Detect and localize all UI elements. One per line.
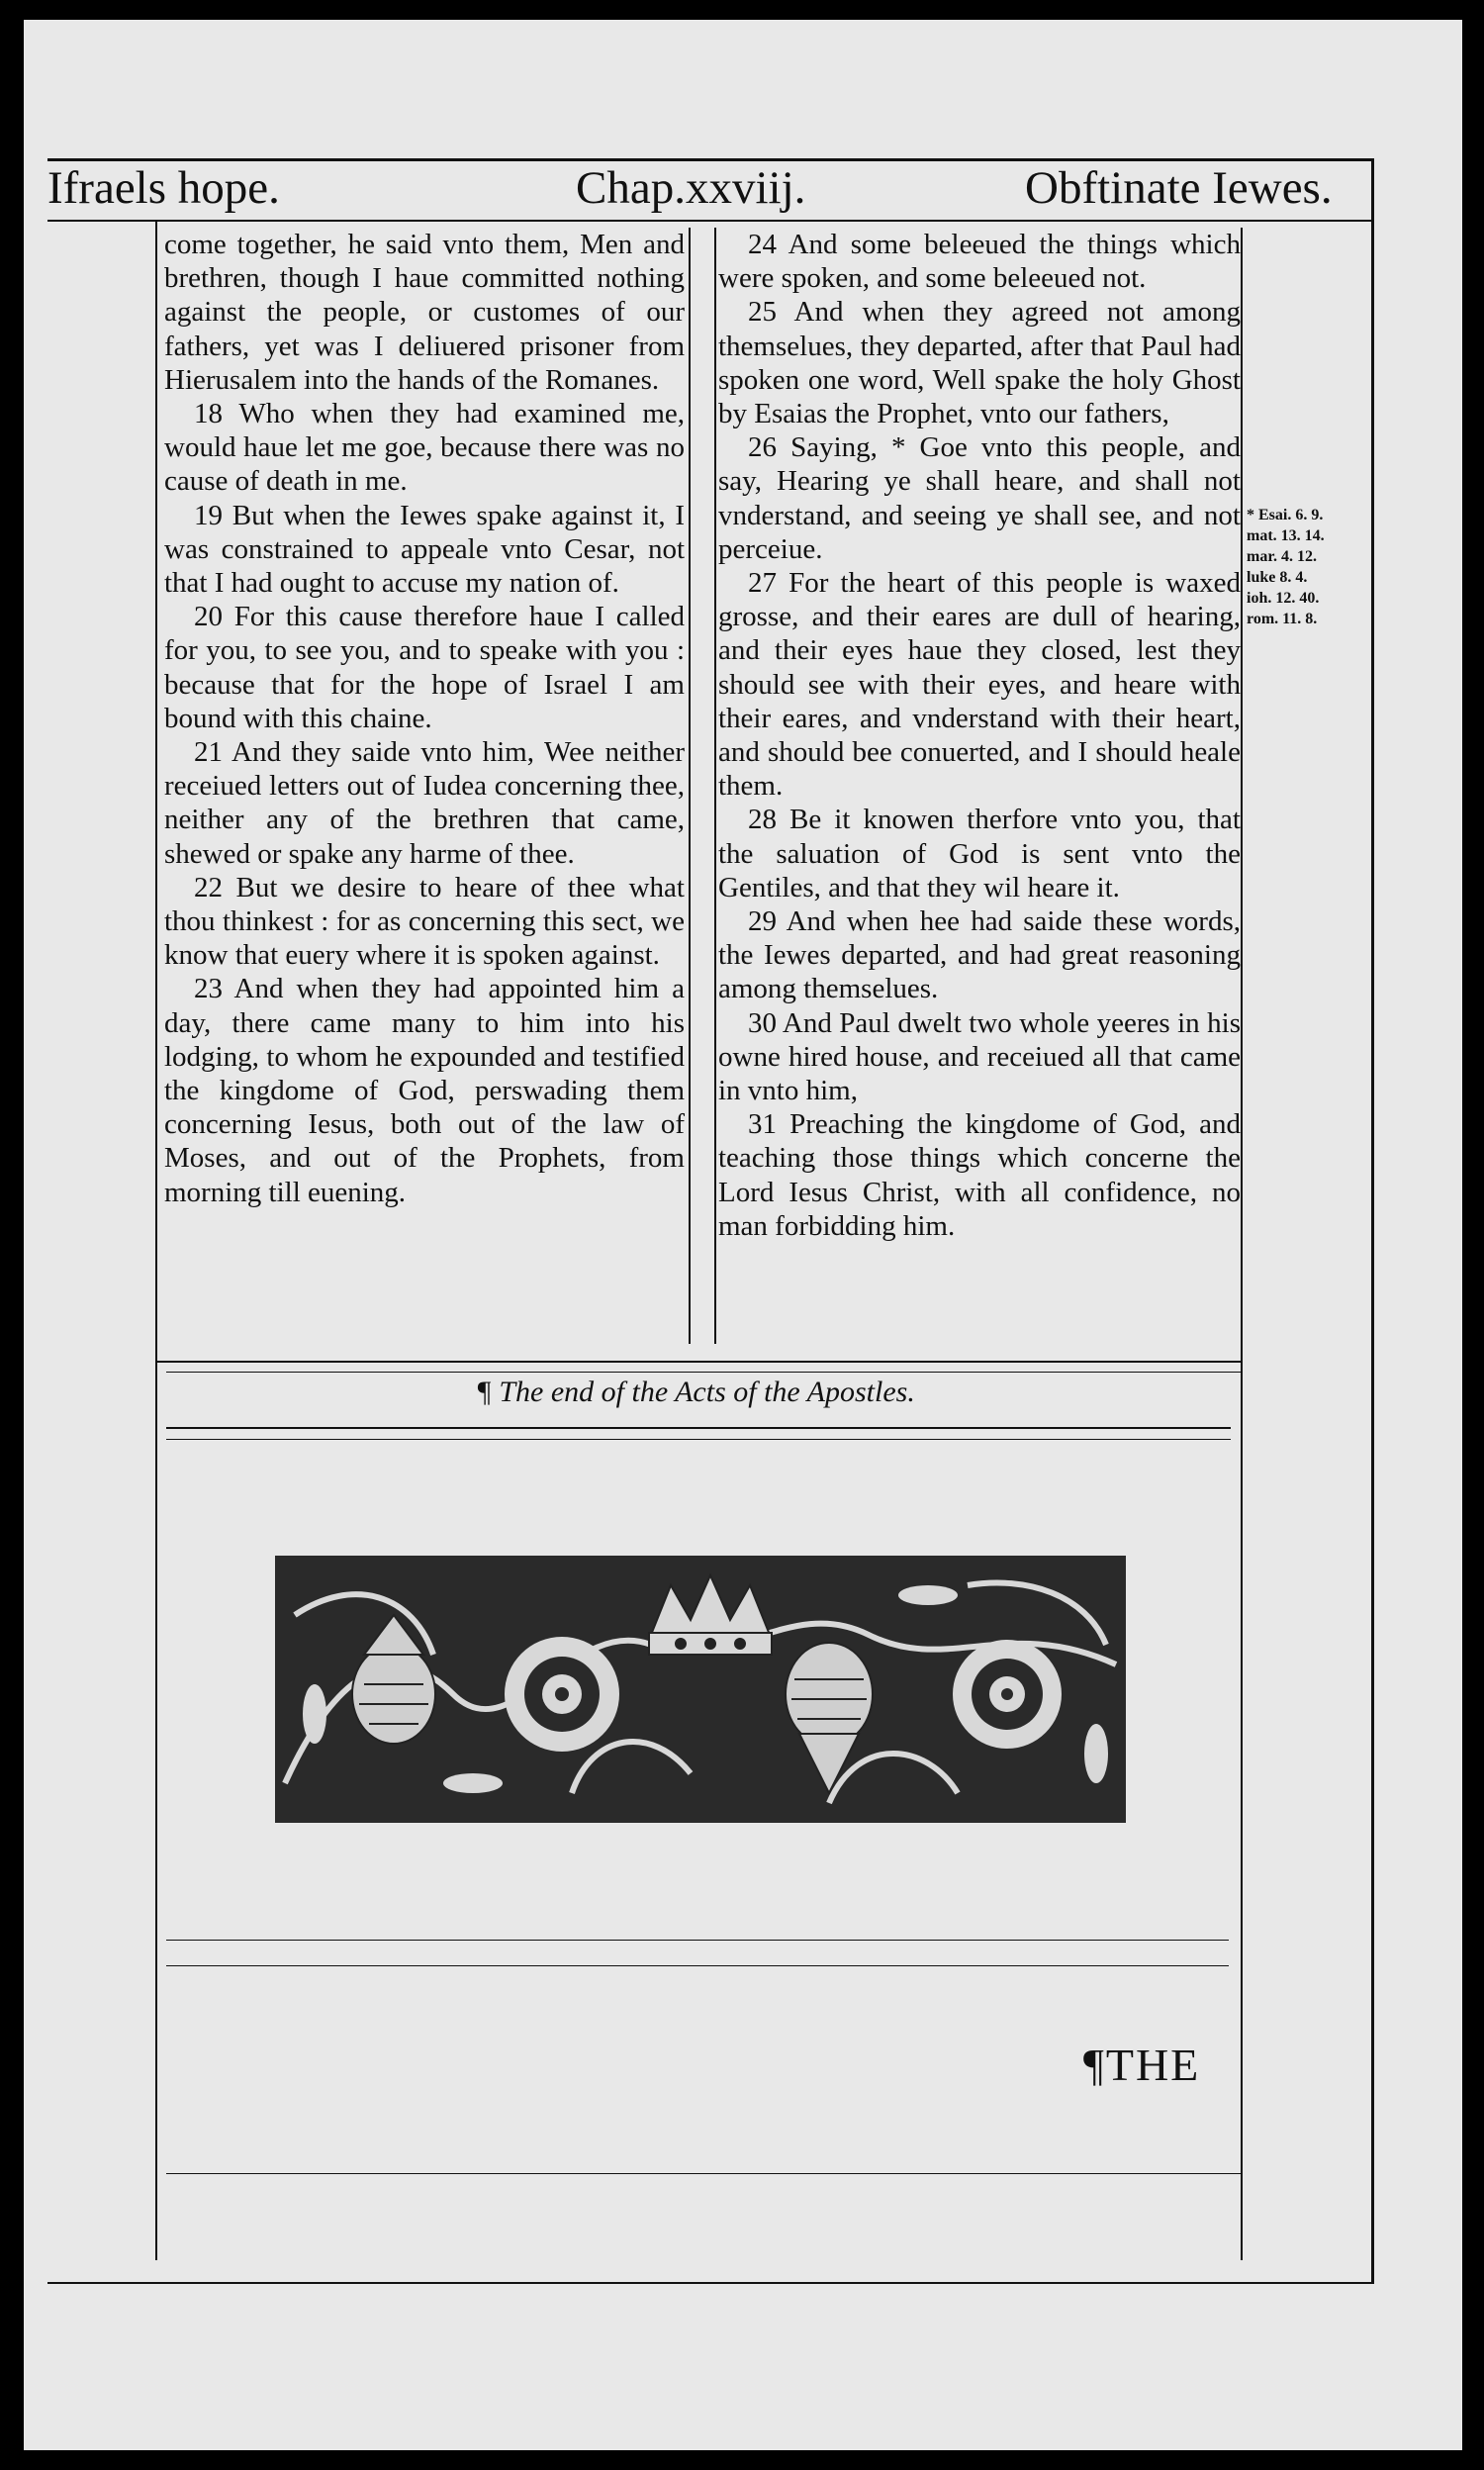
end-of-book-title: ¶ The end of the Acts of the Apostles. — [476, 1376, 915, 1408]
running-head-left: Ifraels hope. — [47, 162, 280, 214]
header-rule — [47, 220, 1373, 222]
verse-22: 22 But we desire to heare of thee what thou thinkest : for as concerning this sect, we know that euery where it is spoken against. — [164, 871, 685, 972]
lower-rule-1 — [166, 1940, 1229, 1941]
right-text-column — [718, 228, 1241, 1243]
lower-rule-3 — [166, 2173, 1241, 2174]
running-head-right: Obftinate Iewes. — [1025, 162, 1333, 214]
column-divider-left — [689, 228, 691, 1344]
verse-26: 26 Saying, * Goe vnto this people, and say, Hearing ye shall heare, and shall not vnderstand, and seeing ye shall see, and not perceiue. — [718, 431, 1241, 565]
marginal-reference: * Esai. 6. 9. mat. 13. 14. mar. 4. 12. luke 8. 4. ioh. 12. 40. rom. 11. 8. — [1247, 507, 1325, 627]
verse-31: 31 Preaching the kingdome of God, and teaching those things which concerne the Lord Iesus Christ, with all confidence, no man forbidding him. — [718, 1108, 1241, 1242]
end-title-rule-top-2 — [166, 1372, 1241, 1373]
verse-28: 28 Be it knowen therfore vnto you, that the saluation of God is sent vnto the Gentiles, and that they wil heare it. — [718, 804, 1241, 903]
running-head-chapter: Chap.xxviij. — [576, 162, 806, 214]
left-frame-rule — [155, 222, 157, 2260]
verse-30: 30 And Paul dwelt two whole yeeres in his owne hired house, and receiued all that came in vnto him, — [718, 1006, 1241, 1107]
verse-19: 19 But when the Iewes spake against it, I was constrained to appeale vnto Cesar, not that I had ought to accuse my nation of. — [164, 499, 685, 600]
verse-18: 18 Who when they had examined me, would haue let me goe, because there was no cause of death in me. — [164, 398, 685, 498]
column-divider-right — [714, 228, 716, 1344]
verse-29: 29 And when hee had saide these words, the Iewes departed, and had great reasoning among themselues. — [718, 905, 1241, 1005]
lower-rule-2 — [166, 1965, 1229, 1966]
margin-rule — [1241, 228, 1243, 2260]
verse-21: 21 And they saide vnto him, Wee neither receiued letters out of Iudea concerning thee, neither any of the brethren that came, shewed or spake any harme of thee. — [164, 736, 685, 870]
verse-paragraph: come together, he said vnto them, Men and brethren, though I haue committed nothing against the people, or customes of our fathers, yet was I deliuered prisoner from Hierusalem into the hands of the Romanes. — [164, 229, 685, 396]
outer-right-rule — [1371, 158, 1374, 2284]
verse-27: 27 For the heart of this people is waxed grosse, and their eares are dull of hearing, and their eyes haue they closed, lest they should see with their eyes, and heare with their eares, and vnderstand with their heart, and should bee conuerted, and I should heale them. — [718, 567, 1241, 803]
thistle-rose-crown-woodcut-icon — [275, 1556, 1126, 1823]
end-title-rule-bottom-2 — [166, 1439, 1231, 1440]
end-title-rule-bottom-1 — [166, 1427, 1231, 1429]
catchword: ¶THE — [1083, 2040, 1201, 2090]
verse-24: 24 And some beleeued the things which were spoken, and some beleeued not. — [718, 229, 1241, 295]
tudor-rose-motif-icon — [505, 1637, 619, 1752]
verse-23: 23 And when they had appointed him a day, there came many to him into his lodging, to whom he expounded and testified the kingdome of God, perswading them concerning Iesus, both out of the law of Moses, and out of the Prophets, from morning till euening. — [164, 973, 685, 1208]
left-text-column — [164, 228, 685, 1209]
end-title-rule-top-1 — [156, 1361, 1241, 1363]
verse-25: 25 And when they agreed not among themselues, they departed, after that Paul had spoken one word, Well spake the holy Ghost by Esaias the Prophet, vnto our fathers, — [718, 296, 1241, 430]
verse-20: 20 For this cause therefore haue I called for you, to see you, and to speake with you : because that for the hope of Israel I am bound with this chaine. — [164, 601, 685, 734]
tudor-rose-motif-icon-2 — [953, 1640, 1062, 1749]
top-rule — [47, 158, 1373, 161]
bottom-rule — [47, 2282, 1373, 2284]
